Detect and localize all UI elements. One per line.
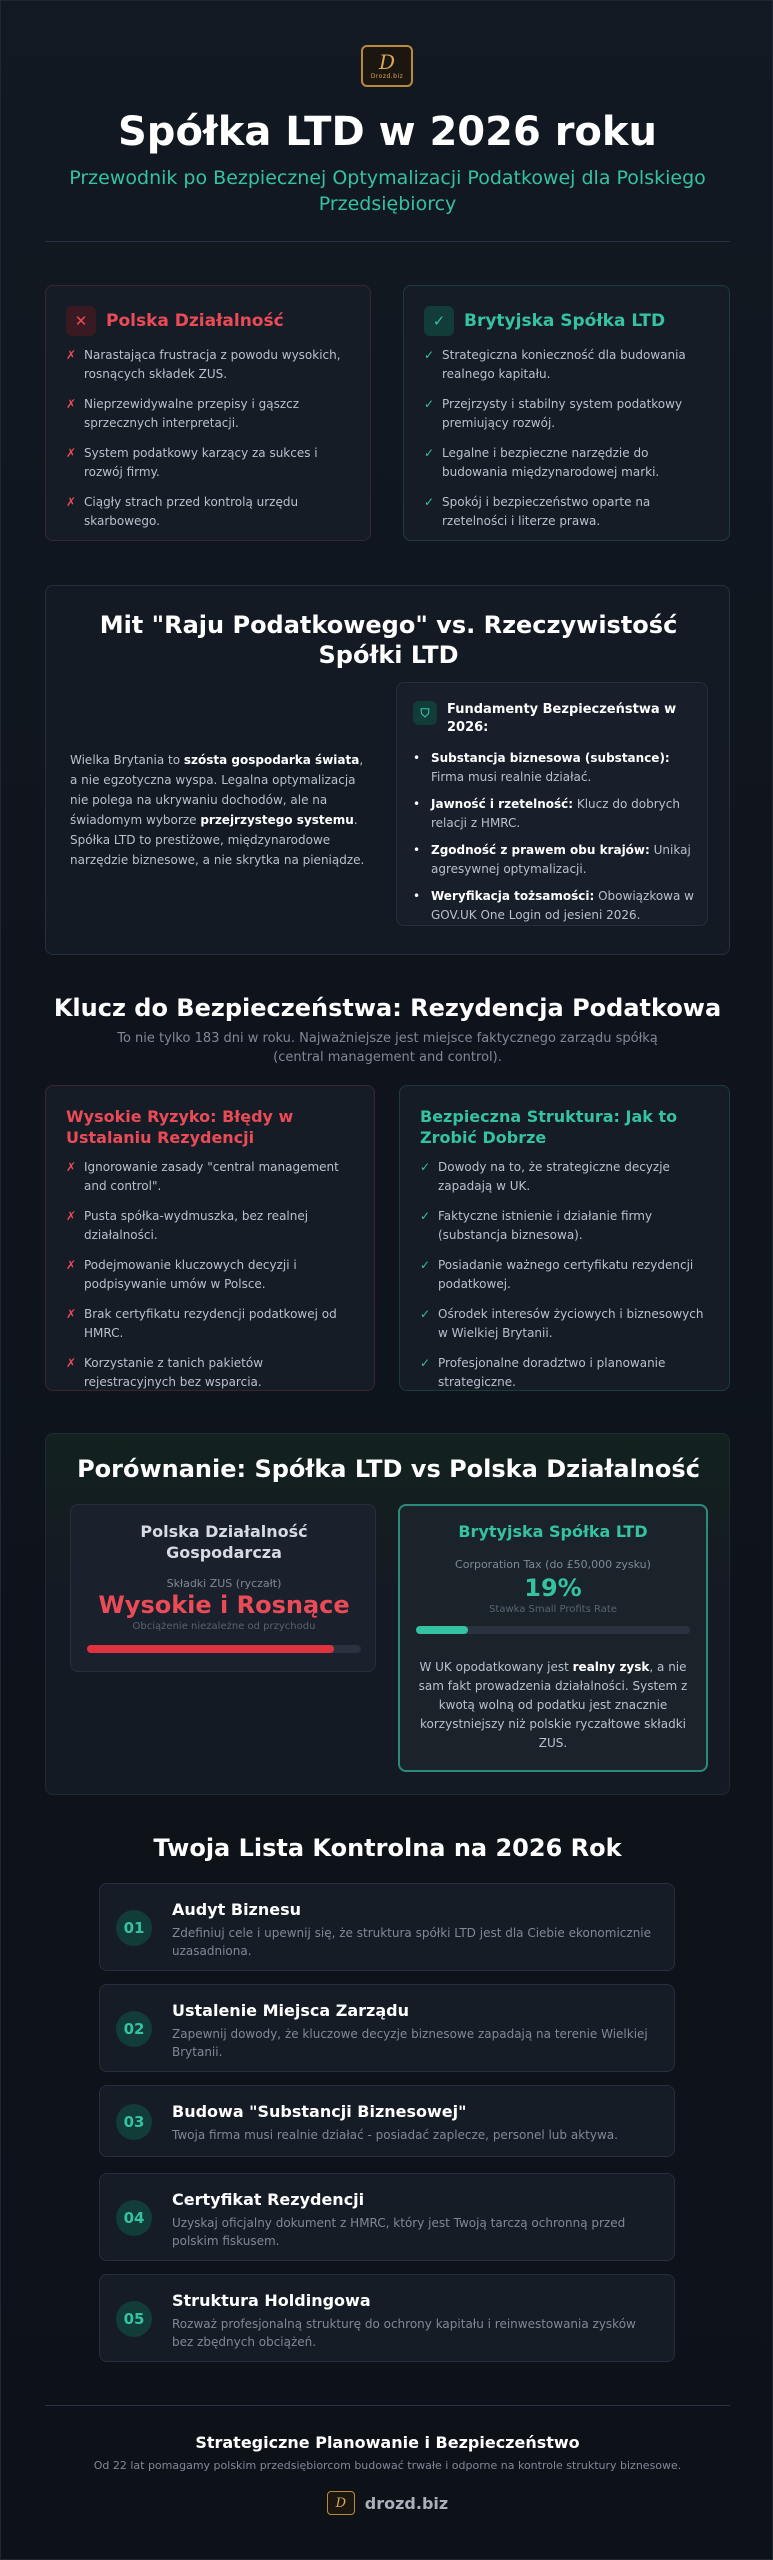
polish-cost-card bbox=[70, 1504, 376, 1672]
footer-brand-name[interactable]: drozd.biz bbox=[364, 2493, 449, 2513]
residency-safe-card bbox=[399, 1085, 730, 1391]
x-mark-icon: ✗ bbox=[66, 1258, 77, 1272]
step-number: 02 bbox=[116, 2011, 152, 2047]
step-number: 03 bbox=[116, 2104, 152, 2140]
step-description: Zapewnij dowody, że kluczowe decyzje biznesowe zapadają na terenie Wielkiej Brytanii. bbox=[172, 2027, 648, 2059]
checklist-title: Twoja Lista Kontrolna na 2026 Rok bbox=[153, 1834, 622, 1862]
residency-safe-list bbox=[420, 1158, 712, 1403]
divider bbox=[45, 241, 730, 242]
list-item: ✓ Strategiczna konieczność dla budowania realnego kapitału. bbox=[424, 346, 714, 384]
uk-cost-card bbox=[398, 1504, 708, 1772]
footer-divider bbox=[45, 2405, 730, 2406]
polish-business-title: Polska Działalność bbox=[106, 311, 284, 331]
checklist-step bbox=[99, 1883, 675, 1971]
uk-cost-description: W UK opodatkowany jest realny zysk, a nie sam fakt prowadzenia działalności. System z kwotą wolną od podatku jest znacznie korzystniejszy niż polskie ryczałtowe składki ZUS. bbox=[418, 1660, 688, 1750]
step-title: Ustalenie Miejsca Zarządu bbox=[172, 2001, 409, 2020]
residency-title: Klucz do Bezpieczeństwa: Rezydencja Podatkowa bbox=[53, 994, 722, 1022]
footer-title: Strategiczne Planowanie i Bezpieczeństwo bbox=[195, 2433, 580, 2452]
polish-cost-bar-fill bbox=[87, 1645, 334, 1653]
list-item: • Substancja biznesowa (substance): Firma musi realnie działać. bbox=[413, 749, 697, 787]
bullet-icon: • bbox=[413, 843, 421, 857]
list-item: ✓ Faktyczne istnienie i działanie firmy (substancja biznesowa). bbox=[420, 1207, 712, 1245]
x-mark-icon: ✗ bbox=[66, 1307, 77, 1321]
polish-cost-value: Wysokie i Rosnące bbox=[98, 1591, 350, 1619]
comparison-section bbox=[45, 1433, 730, 1795]
list-item: ✓ Legalne i bezpieczne narzędzie do budowania międzynarodowej marki. bbox=[424, 444, 714, 482]
step-description: Zdefiniuj cele i upewnij się, że struktura spółki LTD jest dla Ciebie ekonomicznie uzasadniona. bbox=[172, 1926, 652, 1958]
list-item: ✗ Pusta spółka-wydmuszka, bez realnej działalności. bbox=[66, 1207, 358, 1245]
polish-business-heading bbox=[66, 306, 284, 336]
list-item: ✗ Podejmowanie kluczowych decyzji i podpisywanie umów w Polsce. bbox=[66, 1256, 358, 1294]
british-ltd-card bbox=[403, 285, 730, 541]
list-item: • Weryfikacja tożsamości: Obowiązkowa w GOV.UK One Login od jesieni 2026. bbox=[413, 887, 697, 925]
footer-brand[interactable] bbox=[1, 2491, 773, 2515]
uk-cost-value: 19% bbox=[524, 1574, 582, 1602]
list-item: • Jawność i rzetelność: Klucz do dobrych relacji z HMRC. bbox=[413, 795, 697, 833]
step-number: 01 bbox=[116, 1910, 152, 1946]
polish-cost-note: Obciążenie niezależne od przychodu bbox=[132, 1621, 316, 1632]
step-title: Audyt Biznesu bbox=[172, 1900, 302, 1919]
british-ltd-title: Brytyjska Spółka LTD bbox=[464, 311, 666, 331]
logo-letter: D bbox=[378, 50, 396, 74]
list-item: ✓ Profesjonalne doradztwo i planowanie strategiczne. bbox=[420, 1354, 712, 1392]
list-item: ✓ Posiadanie ważnego certyfikatu rezydencji podatkowej. bbox=[420, 1256, 712, 1294]
checklist-step bbox=[99, 2173, 675, 2261]
shield-icon: ⛉ bbox=[413, 701, 437, 725]
check-icon: ✓ bbox=[420, 1258, 431, 1272]
comparison-title: Porównanie: Spółka LTD vs Polska Działalność bbox=[77, 1455, 700, 1483]
uk-cost-label: Corporation Tax (do £50,000 zysku) bbox=[455, 1558, 651, 1571]
bullet-icon: • bbox=[413, 751, 421, 765]
step-description: Rozważ profesjonalną strukturę do ochrony kapitału i reinwestowania zysków bez zbędnych obciążeń. bbox=[172, 2317, 636, 2349]
x-icon: ✕ bbox=[66, 306, 96, 336]
logo-text: Drozd.biz bbox=[370, 73, 404, 80]
list-item: • Zgodność z prawem obu krajów: Unikaj agresywnej optymalizacji. bbox=[413, 841, 697, 879]
step-title: Certyfikat Rezydencji bbox=[172, 2190, 365, 2209]
step-description: Twoja firma musi realnie działać - posiadać zaplecze, personel lub aktywa. bbox=[172, 2128, 618, 2142]
x-mark-icon: ✗ bbox=[66, 1356, 77, 1370]
list-item: ✗ Ciągły strach przed kontrolą urzędu skarbowego. bbox=[66, 493, 356, 531]
check-icon: ✓ bbox=[424, 495, 435, 509]
step-number: 04 bbox=[116, 2200, 152, 2236]
checklist-step bbox=[99, 1984, 675, 2072]
polish-business-card bbox=[45, 285, 371, 541]
footer-logo-icon: D bbox=[327, 2491, 355, 2515]
x-mark-icon: ✗ bbox=[66, 495, 77, 509]
security-foundations-box bbox=[396, 682, 708, 926]
check-icon: ✓ bbox=[424, 348, 435, 362]
british-ltd-list bbox=[424, 346, 714, 542]
check-icon: ✓ bbox=[420, 1307, 431, 1321]
step-number: 05 bbox=[116, 2301, 152, 2337]
list-item: ✗ Nieprzewidywalne przepisy i gąszcz sprzecznych interpretacji. bbox=[66, 395, 356, 433]
x-mark-icon: ✗ bbox=[66, 397, 77, 411]
uk-cost-bar-fill bbox=[416, 1626, 468, 1634]
myth-title: Mit "Raju Podatkowego" vs. Rzeczywistość Spółki LTD bbox=[99, 611, 678, 669]
bullet-icon: • bbox=[413, 889, 421, 903]
check-badge-icon: ✓ bbox=[424, 306, 454, 336]
polish-cost-label: Składki ZUS (ryczałt) bbox=[166, 1577, 282, 1590]
page-subtitle: Przewodnik po Bezpiecznej Optymalizacji Podatkowej dla Polskiego Przedsiębiorcy bbox=[69, 167, 706, 215]
footer-text: Od 22 lat pomagamy polskim przedsiębiorcom budować trwałe i odporne na kontrole struktury biznesowe. bbox=[93, 2459, 682, 2472]
residency-risk-card bbox=[45, 1085, 375, 1391]
polish-cost-bar bbox=[87, 1645, 361, 1653]
step-title: Budowa "Substancji Biznesowej" bbox=[172, 2102, 467, 2121]
list-item: ✓ Spokój i bezpieczeństwo oparte na rzetelności i literze prawa. bbox=[424, 493, 714, 531]
x-mark-icon: ✗ bbox=[66, 1209, 77, 1223]
step-description: Uzyskaj oficjalny dokument z HMRC, który jest Twoją tarczą ochronną przed polskim fiskusem. bbox=[172, 2216, 626, 2248]
list-item: ✓ Przejrzysty i stabilny system podatkowy premiujący rozwój. bbox=[424, 395, 714, 433]
residency-risk-list bbox=[66, 1158, 358, 1403]
check-icon: ✓ bbox=[420, 1160, 431, 1174]
polish-business-list bbox=[66, 346, 356, 542]
list-item: ✓ Ośrodek interesów życiowych i biznesowych w Wielkiej Brytanii. bbox=[420, 1305, 712, 1343]
myth-section bbox=[45, 585, 730, 955]
x-mark-icon: ✗ bbox=[66, 348, 77, 362]
list-item: ✓ Dowody na to, że strategiczne decyzje zapadają w UK. bbox=[420, 1158, 712, 1196]
residency-subtitle: To nie tylko 183 dni w roku. Najważniejsze jest miejsce faktycznego zarządu spółką (central management and control). bbox=[117, 1031, 658, 1065]
list-item: ✗ System podatkowy karzący za sukces i rozwój firmy. bbox=[66, 444, 356, 482]
british-ltd-heading bbox=[424, 306, 665, 336]
uk-cost-note: Stawka Small Profits Rate bbox=[489, 1604, 617, 1615]
check-icon: ✓ bbox=[424, 397, 435, 411]
step-title: Struktura Holdingowa bbox=[172, 2291, 371, 2310]
myth-paragraph: Wielka Brytania to szósta gospodarka świata, a nie egzotyczna wyspa. Legalna optymalizacja nie polega na ukrywaniu dochodów, ale na świadomym wyborze przejrzystego systemu. Spółka LTD to prestiżowe, międzynarodowe narzędzie biznesowe, a nie skrytka na pieniądze. bbox=[70, 753, 365, 867]
checklist-step bbox=[99, 2274, 675, 2362]
residency-risk-title: Wysokie Ryzyko: Błędy w Ustalaniu Rezydencji bbox=[66, 1107, 294, 1147]
list-item: ✗ Brak certyfikatu rezydencji podatkowej od HMRC. bbox=[66, 1305, 358, 1343]
list-item: ✗ Korzystanie z tanich pakietów rejestracyjnych bez wsparcia. bbox=[66, 1354, 358, 1392]
logo bbox=[361, 45, 413, 87]
security-foundations-heading: ⛉ Fundamenty Bezpieczeństwa w 2026: bbox=[413, 701, 693, 737]
check-icon: ✓ bbox=[420, 1209, 431, 1223]
polish-cost-title: Polska Działalność Gospodarcza bbox=[140, 1522, 308, 1562]
security-foundations-list bbox=[413, 749, 697, 933]
checklist-step bbox=[99, 2085, 675, 2157]
list-item: ✗ Narastająca frustracja z powodu wysokich, rosnących składek ZUS. bbox=[66, 346, 356, 384]
check-icon: ✓ bbox=[424, 446, 435, 460]
residency-safe-title: Bezpieczna Struktura: Jak to Zrobić Dobrze bbox=[420, 1107, 678, 1147]
uk-cost-title: Brytyjska Spółka LTD bbox=[458, 1522, 648, 1541]
list-item: ✗ Ignorowanie zasady "central management and control". bbox=[66, 1158, 358, 1196]
x-mark-icon: ✗ bbox=[66, 446, 77, 460]
check-icon: ✓ bbox=[420, 1356, 431, 1370]
uk-cost-bar bbox=[416, 1626, 690, 1634]
bullet-icon: • bbox=[413, 797, 421, 811]
page-title: Spółka LTD w 2026 roku bbox=[118, 109, 657, 155]
x-mark-icon: ✗ bbox=[66, 1160, 77, 1174]
